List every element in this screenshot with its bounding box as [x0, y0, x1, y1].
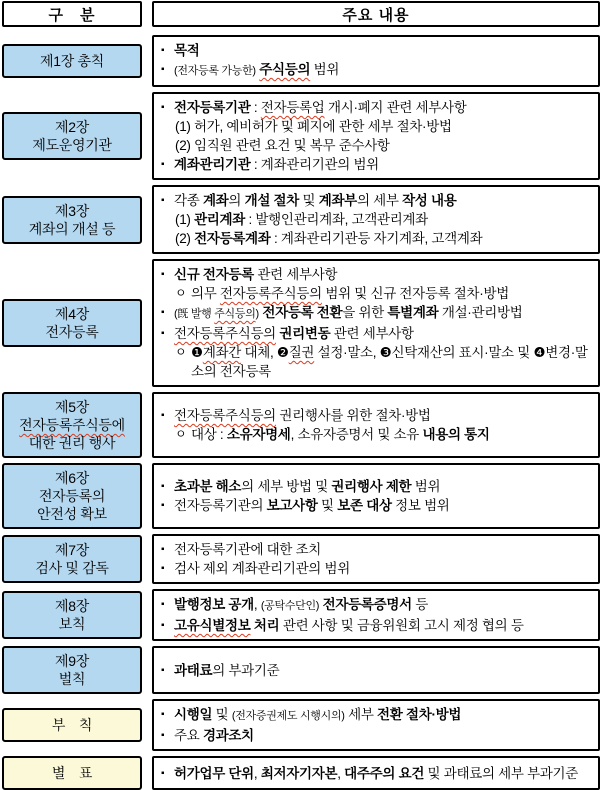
- content-line-text: 초과분 해소의 세부 방법 및 권리행사 제한 범위: [174, 479, 441, 494]
- content-line: [161, 661, 592, 680]
- chapter-content: [152, 699, 600, 751]
- content-line-text: (1) 관리계좌 : 발행인관리계좌, 고객관리계좌: [175, 212, 428, 227]
- square-bullet-icon: ▪: [161, 195, 165, 206]
- square-bullet-icon: ▪: [161, 767, 165, 779]
- square-bullet-icon: ▪: [161, 599, 165, 610]
- chapter-label: [2, 756, 142, 790]
- header-main-contents: 주요 내용: [152, 1, 600, 27]
- content-line: [161, 616, 592, 635]
- table-row: [2, 646, 600, 694]
- square-bullet-icon: ▪: [161, 45, 165, 56]
- chapter-label-line: 전자등록주식등에: [19, 417, 125, 433]
- content-line-text: (旣 발행 주식등의) 전자등록 전환을 위한 특별계좌 개설·관리방법: [174, 305, 523, 320]
- content-line: [161, 705, 592, 726]
- square-bullet-icon: ▪: [161, 500, 165, 511]
- table-row: [2, 259, 600, 387]
- square-bullet-icon: ▪: [161, 563, 165, 574]
- square-bullet-icon: ▪: [161, 102, 165, 113]
- chapter-label-line: 부 칙: [51, 717, 93, 733]
- content-line-text: 전자등록주식등의 권리변동 관련 세부사항: [174, 326, 414, 341]
- chapter-label-line: 계좌의 개설 등: [28, 220, 116, 237]
- table-row: [2, 699, 600, 751]
- content-line: [161, 726, 592, 745]
- chapter-label: [2, 535, 142, 583]
- chapter-label-line: 제3장: [55, 202, 89, 219]
- content-line: [161, 477, 592, 496]
- chapter-content: [152, 646, 600, 694]
- chapter-label-line: 제8장: [55, 598, 89, 614]
- content-line-text: 과태료의 부과기준: [174, 662, 280, 678]
- content-line-text: 계좌관리기관 : 계좌관리기관의 범위: [174, 157, 379, 172]
- content-line-text: ❶계좌간 대체, ❷질권 설정·말소, ❸신탁재산의 표시·말소 및 ❹변경·말소의 전자등록: [191, 345, 588, 379]
- chapter-label-line: 전자등록: [45, 324, 99, 340]
- chapter-label: [2, 44, 142, 78]
- chapter-label: [2, 196, 142, 244]
- square-bullet-icon: ▪: [161, 307, 165, 318]
- content-line-text: 대상 : 소유자명세, 소유자증명서 및 소유 내용의 통지: [191, 427, 490, 442]
- square-bullet-icon: ▪: [161, 64, 165, 75]
- content-line-text: 전자등록주식등의 권리행사를 위한 절차·방법: [174, 408, 431, 423]
- square-bullet-icon: ▪: [161, 159, 165, 170]
- content-line-text: (전자등록 가능한) 주식등의 범위: [174, 62, 340, 77]
- content-line-text: 전자등록기관 : 전자등록업 개시·폐지 관련 세부사항: [174, 100, 467, 115]
- chapter-label: [2, 708, 142, 742]
- chapter-content: [152, 534, 600, 584]
- chapter-label: [2, 463, 142, 529]
- chapter-label-line: 제9장: [55, 653, 89, 669]
- chapter-label-line: 보칙: [58, 616, 86, 632]
- chapter-label-line: 안전성 확보: [37, 506, 107, 522]
- chapter-content: [152, 92, 600, 180]
- content-line: [161, 303, 592, 324]
- table-row: [2, 185, 600, 254]
- content-line-text: 전자등록기관에 대한 조치: [174, 542, 322, 557]
- table-row: [2, 589, 600, 641]
- content-line: [175, 210, 592, 229]
- header-category: 구 분: [2, 1, 142, 27]
- table-row: [2, 534, 600, 584]
- chapter-label: [2, 392, 142, 458]
- content-line-text: 발행정보 공개, (공탁수단인) 전자등록증명서 등: [174, 597, 429, 612]
- table-row: [2, 92, 600, 180]
- content-line: [161, 540, 592, 559]
- table-row: [2, 35, 600, 87]
- square-bullet-icon: ▪: [161, 410, 165, 421]
- content-line: [175, 425, 592, 444]
- table-row: [2, 392, 600, 458]
- content-line: [161, 60, 592, 81]
- chapter-label-line: 제6장: [55, 470, 89, 486]
- content-line: [161, 191, 592, 210]
- content-line: [161, 98, 592, 117]
- circle-bullet-icon: ㅇ: [175, 286, 187, 300]
- chapter-label-line: 제4장: [55, 306, 89, 322]
- chapter-label-line: 제도운영기관: [32, 137, 112, 153]
- chapter-content: [152, 35, 600, 87]
- content-line: [161, 559, 592, 578]
- square-bullet-icon: ▪: [161, 664, 165, 676]
- circle-bullet-icon: ㅇ: [175, 345, 187, 359]
- content-line-text: (2) 임직원 관련 요건 및 복무 준수사항: [175, 138, 390, 153]
- chapter-label-line: 제2장: [55, 119, 89, 135]
- content-line-text: 신규 전자등록 관련 세부사항: [174, 267, 338, 282]
- content-line: [161, 265, 592, 284]
- chapter-content: [152, 589, 600, 641]
- chapter-label: [2, 646, 142, 694]
- content-line-text: 목적: [174, 43, 200, 58]
- chapter-label-line: 별 표: [51, 765, 93, 781]
- chapter-label-line: 제5장: [55, 399, 89, 415]
- square-bullet-icon: ▪: [161, 709, 165, 720]
- content-line: [175, 229, 592, 248]
- chapter-content: [152, 756, 600, 790]
- circle-bullet-icon: ㅇ: [175, 427, 187, 441]
- content-line-text: 의무 전자등록주식등의 범위 및 신규 전자등록 절차·방법: [191, 286, 509, 301]
- content-line: [161, 324, 592, 343]
- chapter-content: [152, 185, 600, 254]
- content-line: [175, 343, 592, 381]
- content-line: [175, 284, 592, 303]
- content-line-text: 시행일 및 (전자증권제도 시행시의) 세부 전환 절차·방법: [174, 707, 462, 722]
- content-line-text: (1) 허가, 예비허가 및 폐지에 관한 세부 절차·방법: [175, 119, 452, 134]
- square-bullet-icon: ▪: [161, 269, 165, 280]
- chapter-label: [2, 299, 142, 347]
- content-line: [161, 764, 592, 783]
- content-line-text: 검사 제외 계좌관리기관의 범위: [174, 561, 350, 576]
- square-bullet-icon: ▪: [161, 328, 165, 339]
- content-line: [161, 595, 592, 616]
- chapter-label-line: 벌칙: [58, 671, 86, 687]
- chapter-label-line: 전자등록의: [38, 488, 106, 504]
- content-line: [161, 496, 592, 515]
- table-header-row: [2, 1, 600, 27]
- chapter-label: [2, 112, 142, 160]
- content-line: [161, 406, 592, 425]
- chapter-content: [152, 463, 600, 529]
- content-line: [175, 136, 592, 155]
- content-line-text: 고유식별정보 처리 관련 사항 및 금융위원회 고시 제정 협의 등: [174, 618, 524, 633]
- content-line-text: 주요 경과조치: [174, 728, 254, 743]
- content-line: [175, 117, 592, 136]
- table-body: [2, 35, 600, 790]
- chapter-label-line: 제7장: [55, 542, 89, 558]
- content-line-text: 허가업무 단위, 최저자기자본, 대주주의 요건 및 과태료의 세부 부과기준: [174, 765, 579, 781]
- chapter-label-line: 제1장 총칙: [40, 53, 104, 69]
- chapter-label-line: 대한 권리 행사: [28, 435, 116, 451]
- square-bullet-icon: ▪: [161, 620, 165, 631]
- table-row: [2, 756, 600, 790]
- chapter-content: [152, 392, 600, 458]
- square-bullet-icon: ▪: [161, 481, 165, 492]
- table-row: [2, 463, 600, 529]
- content-line-text: 전자등록기관의 보고사항 및 보존 대상 정보 범위: [174, 498, 450, 513]
- square-bullet-icon: ▪: [161, 544, 165, 555]
- content-line-text: 각종 계좌의 개설 절차 및 계좌부의 세부 작성 내용: [174, 193, 457, 208]
- chapter-label-line: 검사 및 감독: [35, 560, 109, 576]
- square-bullet-icon: ▪: [161, 730, 165, 741]
- content-line: [161, 41, 592, 60]
- chapter-label: [2, 591, 142, 639]
- chapter-content: [152, 259, 600, 387]
- content-line: [161, 155, 592, 174]
- content-line-text: (2) 전자등록계좌 : 계좌관리기관등 자기계좌, 고객계좌: [175, 231, 483, 246]
